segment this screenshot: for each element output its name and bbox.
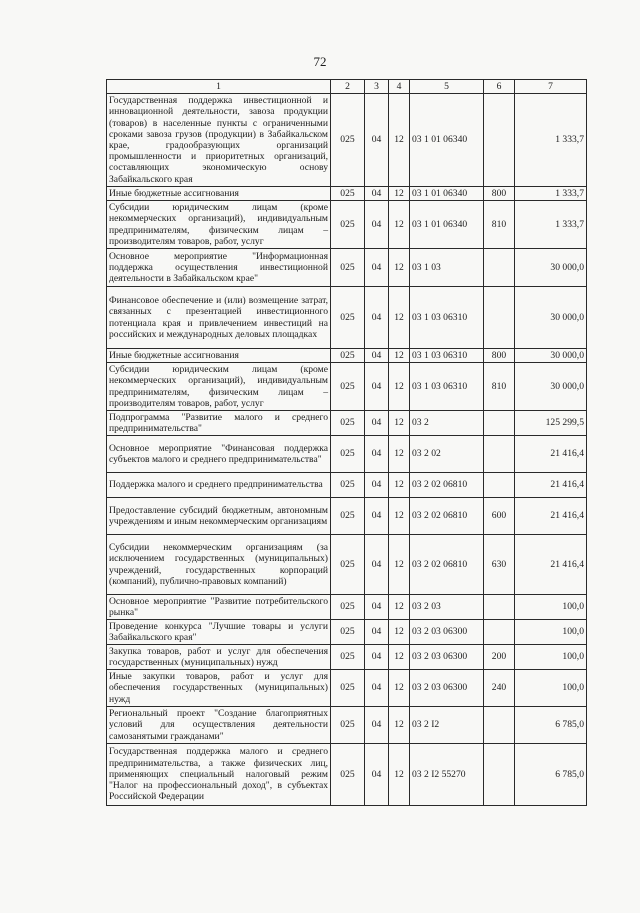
row-ved: 025 [331, 436, 365, 473]
row-sum: 6 785,0 [515, 744, 587, 806]
table-row [107, 187, 587, 201]
row-csr: 03 1 03 06310 [410, 287, 484, 349]
row-csr: 03 2 03 06300 [410, 620, 484, 645]
page-number: 72 [313, 54, 327, 69]
row-sum: 30 000,0 [515, 349, 587, 363]
row-csr: 03 2 02 [410, 436, 484, 473]
row-ved: 025 [331, 287, 365, 349]
row-name: Государственная поддержка инвестиционной и инновационной деятельности, завоза продукции (товаров) в населенные пункты с ограниченными сроками завоза грузов (продукции) в Забайкальском крае, градообразующих организаций промышленности и приоритетных организаций, составляющих экономическую основу Забайкальского края [107, 94, 331, 187]
row-name: Предоставление субсидий бюджетным, автономным учреждениям и иным некоммерческим организациям [107, 498, 331, 535]
row-vr [484, 436, 515, 473]
row-sum: 21 416,4 [515, 498, 587, 535]
row-name: Субсидии юридическим лицам (кроме некоммерческих организаций), индивидуальным предпринимателям, физическим лицам – производителям товаров, работ, услуг [107, 363, 331, 411]
row-vr: 630 [484, 535, 515, 595]
table-row [107, 670, 587, 707]
row-sum: 1 333,7 [515, 187, 587, 201]
row-pr: 12 [389, 249, 410, 287]
table-row [107, 201, 587, 249]
row-vr [484, 287, 515, 349]
row-pr: 12 [389, 744, 410, 806]
table-row [107, 620, 587, 645]
row-ved: 025 [331, 473, 365, 498]
row-sum: 30 000,0 [515, 287, 587, 349]
row-sum: 6 785,0 [515, 707, 587, 744]
row-csr: 03 2 [410, 411, 484, 436]
table-row [107, 249, 587, 287]
row-pr: 12 [389, 707, 410, 744]
row-ved: 025 [331, 670, 365, 707]
row-rz: 04 [365, 645, 389, 670]
row-csr: 03 2 I2 [410, 707, 484, 744]
row-name: Закупка товаров, работ и услуг для обеспечения государственных (муниципальных) нужд [107, 645, 331, 670]
row-sum: 21 416,4 [515, 436, 587, 473]
row-csr: 03 2 02 06810 [410, 473, 484, 498]
row-csr: 03 1 03 06310 [410, 363, 484, 411]
row-vr: 800 [484, 187, 515, 201]
row-rz: 04 [365, 94, 389, 187]
row-pr: 12 [389, 498, 410, 535]
budget-table [106, 79, 587, 806]
row-pr: 12 [389, 645, 410, 670]
row-sum: 21 416,4 [515, 473, 587, 498]
row-ved: 025 [331, 645, 365, 670]
row-csr: 03 2 03 06300 [410, 645, 484, 670]
row-rz: 04 [365, 287, 389, 349]
row-rz: 04 [365, 349, 389, 363]
row-pr: 12 [389, 473, 410, 498]
row-sum: 21 416,4 [515, 535, 587, 595]
row-ved: 025 [331, 595, 365, 620]
row-name: Финансовое обеспечение и (или) возмещение затрат, связанных с презентацией инвестиционного потенциала края и привлечением инвестиций на российских и международных деловых площадках [107, 287, 331, 349]
row-vr [484, 744, 515, 806]
row-name: Государственная поддержка малого и среднего предпринимательства, а также физических лиц, применяющих специальный налоговый режим "Налог на профессиональный доход", в субъектах Российской Федерации [107, 744, 331, 806]
row-rz: 04 [365, 436, 389, 473]
row-ved: 025 [331, 249, 365, 287]
row-vr [484, 707, 515, 744]
row-rz: 04 [365, 249, 389, 287]
row-ved: 025 [331, 535, 365, 595]
row-rz: 04 [365, 201, 389, 249]
row-pr: 12 [389, 349, 410, 363]
row-name: Подпрограмма "Развитие малого и среднего предпринимательства" [107, 411, 331, 436]
row-name: Иные бюджетные ассигнования [107, 349, 331, 363]
row-name: Иные бюджетные ассигнования [107, 187, 331, 201]
row-csr: 03 2 I2 55270 [410, 744, 484, 806]
row-ved: 025 [331, 744, 365, 806]
row-pr: 12 [389, 411, 410, 436]
table-row [107, 645, 587, 670]
row-rz: 04 [365, 498, 389, 535]
row-pr: 12 [389, 201, 410, 249]
row-rz: 04 [365, 620, 389, 645]
row-name: Иные закупки товаров, работ и услуг для обеспечения государственных (муниципальных) нужд [107, 670, 331, 707]
row-sum: 100,0 [515, 595, 587, 620]
row-sum: 100,0 [515, 670, 587, 707]
row-sum: 30 000,0 [515, 363, 587, 411]
table-row [107, 94, 587, 187]
row-csr: 03 1 03 [410, 249, 484, 287]
table-row [107, 287, 587, 349]
row-csr: 03 2 03 06300 [410, 670, 484, 707]
row-vr: 800 [484, 349, 515, 363]
row-pr: 12 [389, 187, 410, 201]
header-row [107, 80, 587, 94]
row-vr [484, 620, 515, 645]
header-col-7: 7 [515, 80, 587, 94]
row-name: Основное мероприятие "Развитие потребительского рынка" [107, 595, 331, 620]
row-ved: 025 [331, 411, 365, 436]
row-vr: 600 [484, 498, 515, 535]
row-ved: 025 [331, 187, 365, 201]
row-rz: 04 [365, 363, 389, 411]
row-rz: 04 [365, 707, 389, 744]
row-pr: 12 [389, 436, 410, 473]
row-pr: 12 [389, 363, 410, 411]
table-row [107, 707, 587, 744]
row-rz: 04 [365, 187, 389, 201]
row-sum: 30 000,0 [515, 249, 587, 287]
table-row [107, 436, 587, 473]
row-pr: 12 [389, 94, 410, 187]
row-sum: 125 299,5 [515, 411, 587, 436]
row-ved: 025 [331, 363, 365, 411]
row-vr [484, 595, 515, 620]
row-pr: 12 [389, 287, 410, 349]
row-sum: 1 333,7 [515, 94, 587, 187]
header-col-3: 3 [365, 80, 389, 94]
row-vr [484, 473, 515, 498]
row-name: Региональный проект "Создание благоприятных условий для осуществления деятельности самозанятыми гражданами" [107, 707, 331, 744]
table-row [107, 473, 587, 498]
row-sum: 100,0 [515, 645, 587, 670]
row-ved: 025 [331, 349, 365, 363]
row-vr: 200 [484, 645, 515, 670]
header-col-4: 4 [389, 80, 410, 94]
row-name: Основное мероприятие "Финансовая поддержка субъектов малого и среднего предпринимательства" [107, 436, 331, 473]
table-row [107, 595, 587, 620]
row-ved: 025 [331, 94, 365, 187]
row-pr: 12 [389, 535, 410, 595]
row-csr: 03 2 02 06810 [410, 535, 484, 595]
row-sum: 1 333,7 [515, 201, 587, 249]
row-ved: 025 [331, 201, 365, 249]
row-sum: 100,0 [515, 620, 587, 645]
row-vr: 810 [484, 201, 515, 249]
header-col-2: 2 [331, 80, 365, 94]
table-row [107, 744, 587, 806]
table-row [107, 535, 587, 595]
row-rz: 04 [365, 595, 389, 620]
row-vr [484, 249, 515, 287]
header-col-5: 5 [410, 80, 484, 94]
row-rz: 04 [365, 744, 389, 806]
row-vr [484, 411, 515, 436]
header-col-1: 1 [107, 80, 331, 94]
row-csr: 03 1 03 06310 [410, 349, 484, 363]
row-name: Основное мероприятие "Информационная поддержка осуществления инвестиционной деятельности в Забайкальском крае" [107, 249, 331, 287]
row-ved: 025 [331, 707, 365, 744]
row-pr: 12 [389, 620, 410, 645]
row-name: Субсидии некоммерческим организациям (за исключением государственных (муниципальных) учреждений, государственных корпораций (компаний), публично-правовых компаний) [107, 535, 331, 595]
row-name: Проведение конкурса "Лучшие товары и услуги Забайкальского края" [107, 620, 331, 645]
table-row [107, 411, 587, 436]
row-csr: 03 2 03 [410, 595, 484, 620]
row-csr: 03 1 01 06340 [410, 187, 484, 201]
row-rz: 04 [365, 473, 389, 498]
row-vr [484, 94, 515, 187]
row-name: Поддержка малого и среднего предпринимательства [107, 473, 331, 498]
row-pr: 12 [389, 595, 410, 620]
table-row [107, 363, 587, 411]
table-row [107, 498, 587, 535]
row-ved: 025 [331, 620, 365, 645]
row-vr: 810 [484, 363, 515, 411]
row-csr: 03 1 01 06340 [410, 201, 484, 249]
row-csr: 03 1 01 06340 [410, 94, 484, 187]
row-rz: 04 [365, 411, 389, 436]
row-pr: 12 [389, 670, 410, 707]
row-rz: 04 [365, 670, 389, 707]
row-vr: 240 [484, 670, 515, 707]
row-rz: 04 [365, 535, 389, 595]
row-csr: 03 2 02 06810 [410, 498, 484, 535]
row-name: Субсидии юридическим лицам (кроме некоммерческих организаций), индивидуальным предпринимателям, физическим лицам – производителям товаров, работ, услуг [107, 201, 331, 249]
row-ved: 025 [331, 498, 365, 535]
table-row [107, 349, 587, 363]
header-col-6: 6 [484, 80, 515, 94]
